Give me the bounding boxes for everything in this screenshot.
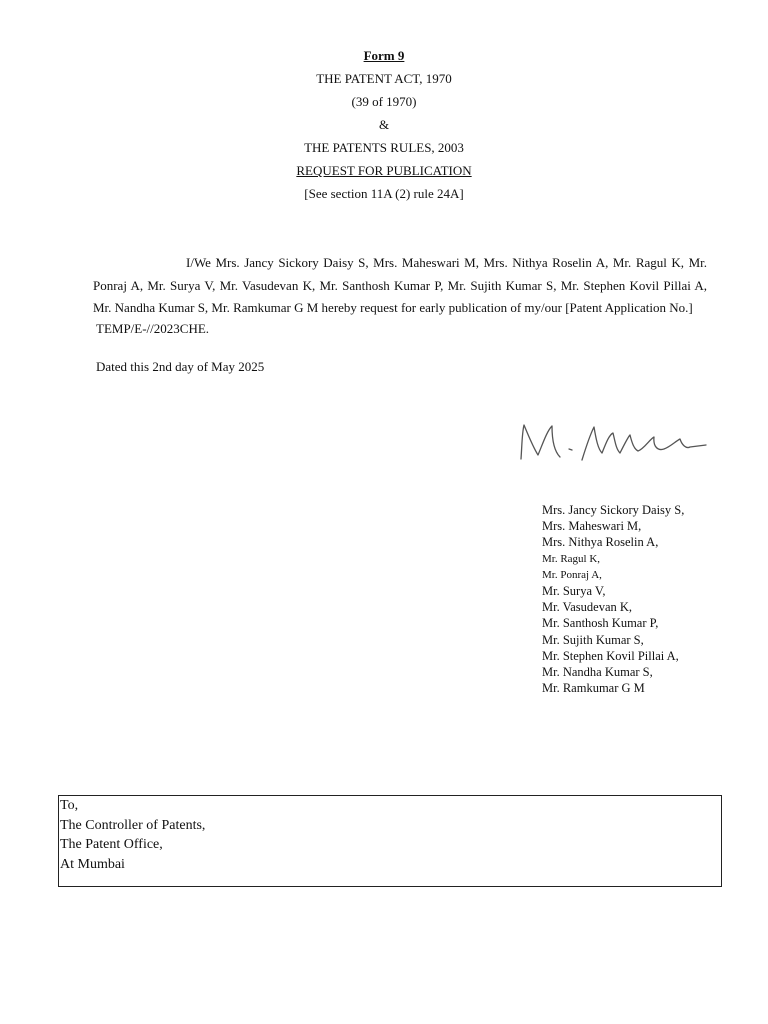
document-header	[0, 44, 768, 205]
request-text: I/We Mrs. Jancy Sickory Daisy S, Mrs. Maheswari M, Mrs. Nithya Roselin A, Mr. Ragul K, Mr. Ponraj A, Mr. Surya V, Mr. Vasudevan K, Mr. Santhosh Kumar P, Mr. Sujith Kumar S, Mr. Stephen Kovil Pillai A, Mr. Nandha Kumar S, Mr. Ramkumar G M hereby request for early publication of my/our [Patent Application No.]	[93, 255, 707, 315]
address-location: At Mumbai	[60, 856, 125, 872]
request-paragraph	[93, 252, 707, 320]
address-controller: The Controller of Patents,	[60, 817, 206, 833]
signatory-name: Mr. Sujith Kumar S,	[542, 632, 644, 647]
signatory-name: Mr. Nandha Kumar S,	[542, 665, 653, 680]
signatory-name: Mr. Ramkumar G M	[542, 681, 645, 696]
signatory-name: Mrs. Jancy Sickory Daisy S,	[542, 503, 685, 517]
signatory-name: Mr. Stephen Kovil Pillai A,	[542, 648, 679, 663]
signatory-name: Mrs. Nithya Roselin A,	[542, 535, 659, 550]
address-office: The Patent Office,	[60, 837, 163, 852]
signatory-name: Mr. Ragul K,	[542, 552, 601, 565]
request-title: REQUEST FOR PUBLICATION	[296, 163, 472, 178]
section-reference: [See section 11A (2) rule 24A]	[304, 186, 464, 201]
signatory-name: Mrs. Maheswari M,	[542, 519, 642, 534]
application-number: TEMP/E-//2023CHE.	[96, 321, 210, 336]
rules-title: THE PATENTS RULES, 2003	[304, 140, 464, 155]
date-line: Dated this 2nd day of May 2025	[96, 359, 265, 374]
signatory-name: Mr. Surya V,	[542, 584, 606, 599]
addressee-box	[58, 795, 722, 887]
handwritten-signature	[512, 415, 712, 471]
form-title: Form 9	[363, 48, 405, 63]
signatory-name: Mr. Santhosh Kumar P,	[542, 616, 659, 631]
act-number: (39 of 1970)	[351, 94, 417, 109]
address-to: To,	[60, 798, 79, 813]
ampersand: &	[378, 117, 390, 132]
signatories-list	[542, 502, 684, 696]
signatory-name: Mr. Ponraj A,	[542, 568, 602, 581]
signatory-name: Mr. Vasudevan K,	[542, 600, 633, 615]
act-title: THE PATENT ACT, 1970	[316, 71, 452, 86]
